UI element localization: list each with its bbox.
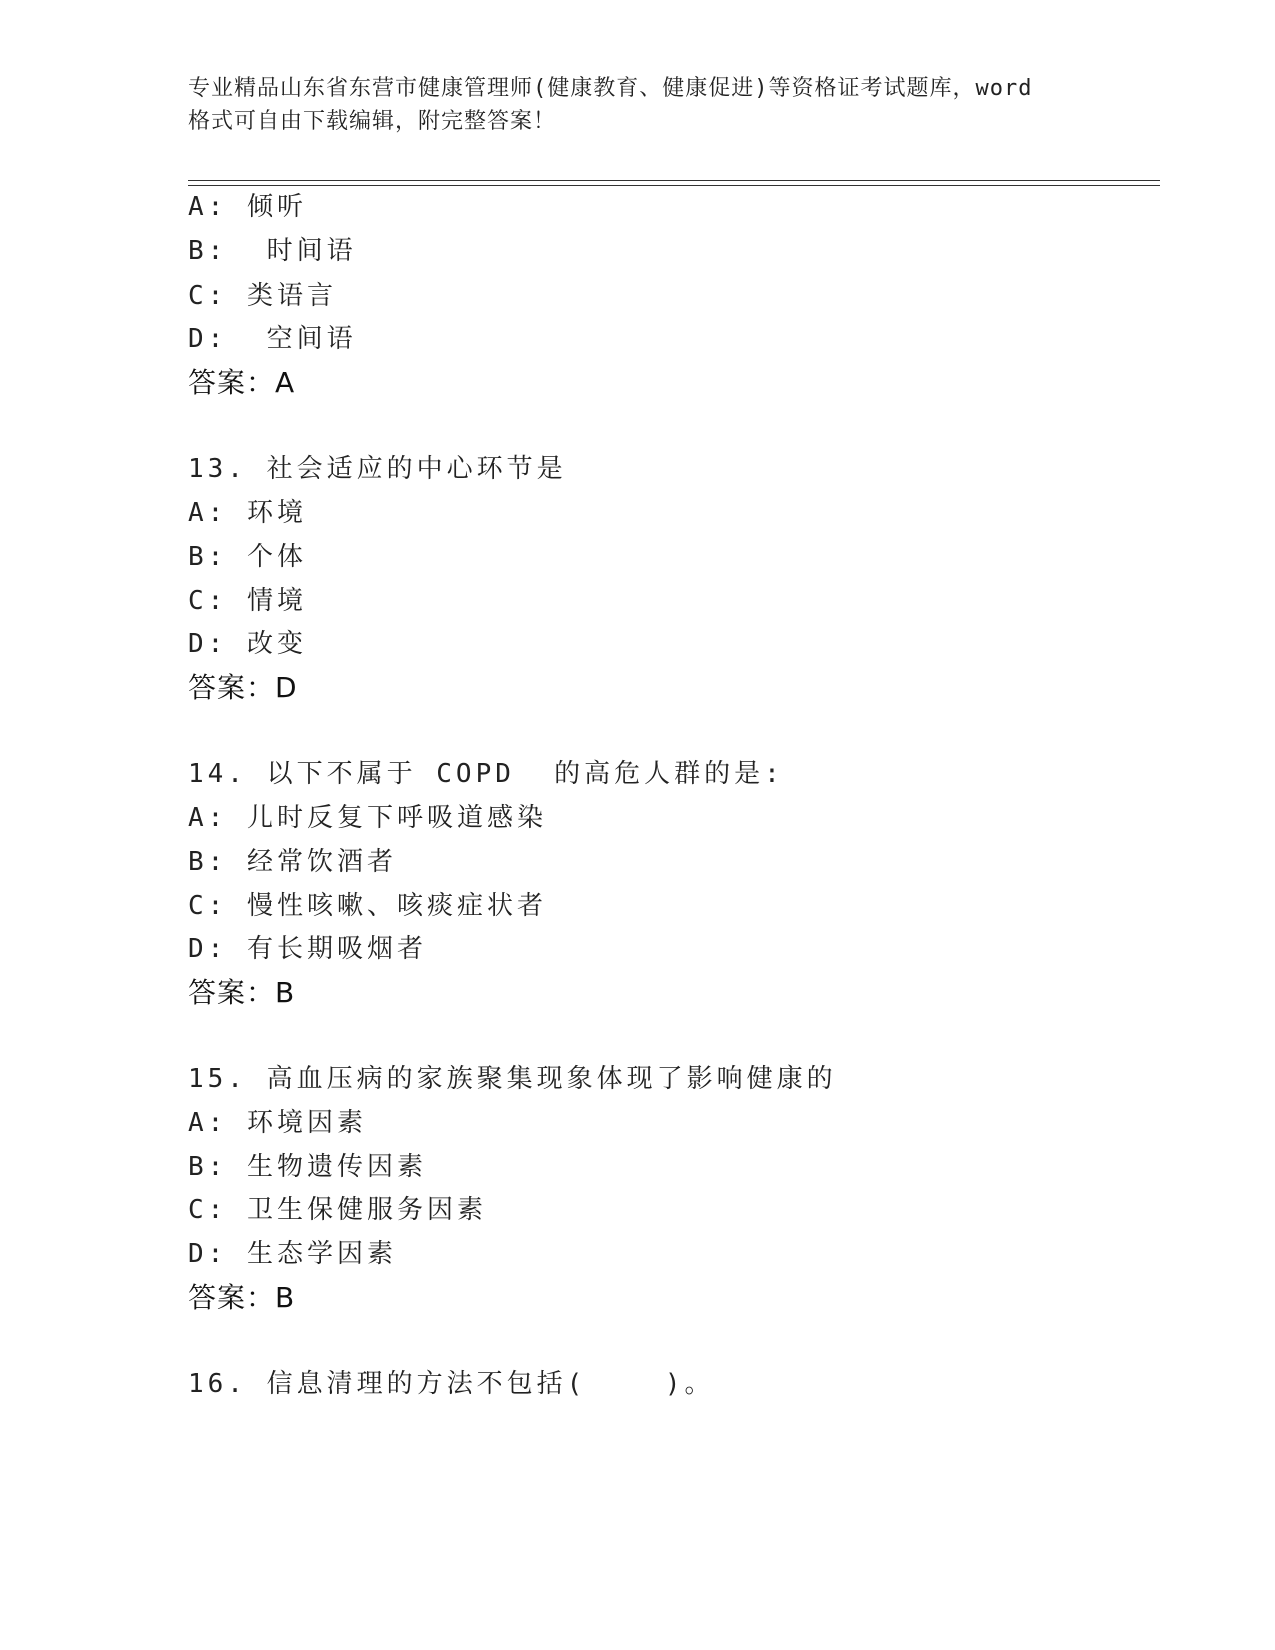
q12-option-a: A: 倾听	[188, 192, 307, 222]
header-divider-top	[188, 180, 1160, 181]
q12-answer: 答案：A	[188, 366, 296, 399]
q15-option-a: A: 环境因素	[188, 1108, 367, 1138]
q12-option-d: D: 空间语	[188, 324, 357, 354]
q13-option-a: A: 环境	[188, 498, 307, 528]
q14-option-d: D: 有长期吸烟者	[188, 934, 427, 964]
q13-answer: 答案：D	[188, 671, 298, 704]
header-divider-bottom	[188, 185, 1160, 186]
q13-option-b: B: 个体	[188, 542, 307, 572]
q14-answer: 答案：B	[188, 976, 296, 1009]
q15-option-c: C: 卫生保健服务因素	[188, 1195, 487, 1225]
q15-option-d: D: 生态学因素	[188, 1239, 397, 1269]
document-header	[188, 72, 1088, 138]
header-line-1: 专业精品山东省东营市健康管理师(健康教育、健康促进)等资格证考试题库，word	[188, 76, 1033, 101]
q13-option-c: C: 情境	[188, 586, 307, 616]
q12-option-b: B: 时间语	[188, 236, 357, 266]
q15-question: 15. 高血压病的家族聚集现象体现了影响健康的	[188, 1064, 837, 1094]
q16-question: 16. 信息清理的方法不包括( )。	[188, 1369, 715, 1399]
q15-answer: 答案：B	[188, 1281, 296, 1314]
header-line-2: 格式可自由下载编辑，附完整答案！	[188, 109, 557, 134]
q14-option-a: A: 儿时反复下呼吸道感染	[188, 803, 547, 833]
q13-option-d: D: 改变	[188, 629, 307, 659]
q14-option-b: B: 经常饮酒者	[188, 847, 397, 877]
q14-question: 14. 以下不属于 COPD 的高危人群的是:	[188, 759, 784, 789]
q15-option-b: B: 生物遗传因素	[188, 1152, 427, 1182]
q13-question: 13. 社会适应的中心环节是	[188, 454, 567, 484]
q12-option-c: C: 类语言	[188, 281, 337, 311]
q14-option-c: C: 慢性咳嗽、咳痰症状者	[188, 891, 547, 921]
